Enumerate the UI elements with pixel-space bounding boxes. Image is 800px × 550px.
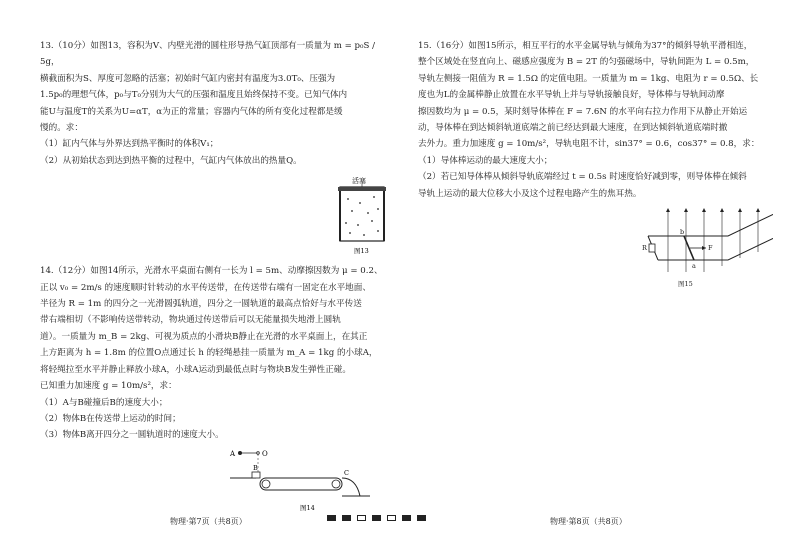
q13-line: 1.5p₀的理想气体，p₀与T₀分别为大气的压强和温度且始终保持不变。已知气体内: [40, 90, 348, 101]
q15-line: （2）若已知导体棒从倾斜导轨底端经过 t = 0.5s 时速度恰好减到零，则导体棒在倾斜: [418, 172, 747, 183]
q13-line: 慢的。求：: [40, 123, 83, 134]
mark-filled: [327, 515, 336, 521]
mark-filled: [402, 515, 411, 521]
question-13: [40, 38, 395, 257]
q13-line: 13.（10分）如图13，容积为V、内壁光滑的圆柱形导热气缸顶部有一质量为 m = p₀S / 5g，: [40, 41, 375, 68]
figure-14: [40, 444, 395, 512]
mark-filled: [417, 515, 426, 521]
q15-line: 擦因数均为 μ = 0.5，某时刻导体棒在 F = 7.6N 的水平向右拉力作用下从静止开始运: [418, 106, 748, 117]
piston-label: 活塞: [352, 177, 366, 186]
conveyor-diagram: [40, 444, 395, 512]
q15-line: 整个区域处在竖直向上、磁感应强度为 B = 2T 的匀强磁场中，导轨间距为 L = 0.5m，: [418, 57, 755, 68]
figure-13: [40, 173, 395, 257]
q14-line: 上方距离为 h = 1.8m 的位置O点通过长 h 的轻绳悬挂一质量为 m_A = 1kg 的小球A，: [40, 348, 378, 359]
figure-14-caption: 图14: [300, 503, 315, 512]
q15-line: 度也为L的金属棒静止放置在水平导轨上并与导轨接触良好，导体棒与导轨间动摩: [418, 90, 725, 101]
figure-15-caption: 图15: [678, 280, 693, 289]
q14-line: 半径为 R = 1m 的四分之一光滑圆弧轨道，四分之一圆轨道的最高点恰好与水平传送: [40, 299, 362, 310]
page-marks: [327, 515, 426, 521]
figure-15: [418, 206, 773, 306]
left-column: [40, 38, 395, 512]
mark-empty: [387, 515, 396, 521]
cylinder-diagram: [40, 173, 395, 257]
q13-line: （1）缸内气体与外界达到热平衡时的体积V₁；: [40, 139, 219, 150]
block-b-label: B: [253, 463, 258, 472]
right-column: [418, 38, 773, 306]
rail-diagram: [418, 206, 773, 306]
q15-line: 去外力。重力加速度 g = 10m/s²，导轨电阻不计，sin37° = 0.6，cos37° = 0.8，求：: [418, 139, 760, 150]
footer-left-page: 物理·第7页（共8页）: [170, 517, 247, 526]
q14-line: 道）。一质量为 m_B = 2kg、可视为质点的小滑块B静止在光滑的水平桌面上，在其正: [40, 331, 368, 342]
ball-a-label: A: [230, 449, 236, 458]
q13-line: 能U与温度T的关系为U=αT，α为正的常量；容器内气体的所有变化过程都是缓: [40, 106, 343, 117]
q14-line: 正以 v₀ = 2m/s 的速度顺时针转动的水平传送带，在传送带右端有一固定在水平地面、: [40, 282, 371, 293]
question-15: [418, 38, 773, 306]
point-c-label: C: [344, 468, 349, 477]
q14-line: 将轻绳拉至水平并静止释放小球A，小球A运动到最低点时与物块B发生弹性正碰。: [40, 364, 351, 375]
q15-line: （1）导体棒运动的最大速度大小；: [418, 155, 553, 166]
q14-line: （1）A与B碰撞后B的速度大小；: [40, 397, 168, 408]
q15-line: 15.（16分）如图15所示，相互平行的水平金属导轨与倾角为37°的倾斜导轨平滑相连，: [418, 41, 753, 51]
rod-end-b-label: b: [680, 228, 685, 237]
question-14: [40, 263, 395, 511]
q14-line: （2）物体B在传送带上运动的时间；: [40, 413, 181, 424]
force-f-label: F: [708, 244, 713, 253]
figure-13-caption: 图13: [354, 247, 369, 256]
mark-filled: [342, 515, 351, 521]
q14-line: （3）物体B离开四分之一圆轨道时的速度大小。: [40, 430, 224, 441]
q13-line: （2）从初始状态到达到热平衡的过程中，气缸内气体放出的热量Q。: [40, 155, 302, 166]
q14-line: 已知重力加速度 g = 10m/s²，求：: [40, 381, 177, 392]
mark-empty: [357, 515, 366, 521]
q15-line: 导轨上运动的最大位移大小及这个过程电路产生的焦耳热。: [418, 188, 642, 199]
mark-filled: [372, 515, 381, 521]
q15-line: 导轨左侧接一阻值为 R = 1.5Ω 的定值电阻。一质量为 m = 1kg、电阻为 r = 0.5Ω、长: [418, 73, 759, 84]
q14-line: 带右端相切（不影响传送带转动，物块通过传送带后可以无能量损失地滑上圆轨: [40, 315, 341, 326]
point-o-label: O: [262, 449, 268, 458]
q13-line: 横截面积为S、厚度可忽略的活塞；初始时气缸内密封有温度为3.0T₀、压强为: [40, 73, 336, 84]
q14-line: 14.（12分）如图14所示，光滑水平桌面右侧有一长为 l = 5m、动摩擦因数为 μ = 0.2、: [40, 266, 383, 277]
footer-right-page: 物理·第8页（共8页）: [550, 517, 627, 526]
resistor-r-label: R: [642, 244, 647, 253]
rod-end-a-label: a: [692, 262, 696, 271]
q15-line: 动，导体棒在到达倾斜轨道底端之前已经达到最大速度，在到达倾斜轨道底端时撤: [418, 123, 728, 134]
